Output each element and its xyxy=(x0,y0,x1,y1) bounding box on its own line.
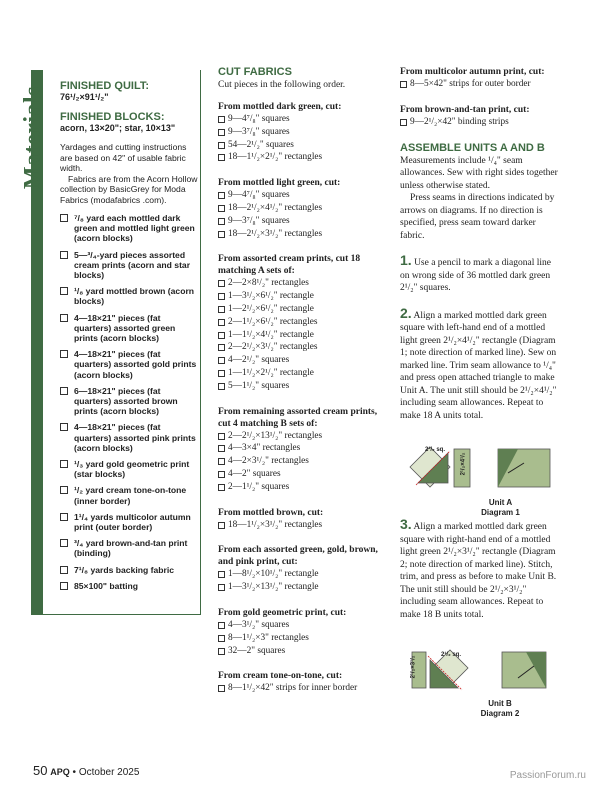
cut-group-title: From assorted cream prints, cut 18 matching A sets of: xyxy=(218,254,361,277)
diagram-1-rect-label: 2¹/₂×4¹/₂ xyxy=(460,452,467,476)
issue-date: • October 2025 xyxy=(72,767,140,778)
materials-item-text: 4—18×21" pieces (fat quarters) assorted pink prints (acorn blocks) xyxy=(74,422,196,453)
cut-group-title: From mottled light green, cut: xyxy=(218,178,341,189)
checkbox-icon xyxy=(60,460,68,468)
checkbox-icon xyxy=(400,119,407,126)
checkbox-icon xyxy=(218,319,225,326)
cut-group-list xyxy=(218,430,383,494)
materials-item xyxy=(60,565,198,575)
materials-item xyxy=(60,213,198,244)
cut-item-text: 2—2×8¹/₂" rectangles xyxy=(228,278,309,289)
yardage-note-text: Yardages and cutting instructions are based on 42" of usable fabric width. xyxy=(60,142,187,173)
materials-list xyxy=(60,213,198,591)
checkbox-icon xyxy=(60,582,68,590)
diagram-1-caption: Diagram 1 xyxy=(481,508,520,517)
cut-item-text: 2—2¹/₂×13¹/₂" rectangles xyxy=(228,430,323,441)
cut-item xyxy=(218,481,383,494)
cut-item-text: 2—1¹/₂" squares xyxy=(228,481,290,492)
checkbox-icon xyxy=(218,293,225,300)
cut-item-text: 9—4⁷/₈" squares xyxy=(228,114,290,124)
checkbox-icon xyxy=(60,539,68,547)
cut-item xyxy=(218,380,383,393)
cut-group-title: From cream tone-on-tone, cut: xyxy=(218,671,343,682)
diagram-2-caption-unit: Unit B xyxy=(488,699,512,708)
assemble-column xyxy=(400,66,560,422)
materials-item-text: ¹/₃ yard gold geometric print (star blocks) xyxy=(74,459,190,480)
checkbox-icon xyxy=(218,154,225,161)
cut-item-text: 1—1¹/₂×2¹/₂" rectangle xyxy=(228,367,314,378)
checkbox-icon xyxy=(218,344,225,351)
cut-fabrics-column xyxy=(218,66,383,708)
cut-item-text: 2—1¹/₂×6¹/₂" rectangles xyxy=(228,316,318,327)
cut-item xyxy=(218,581,383,594)
checkbox-icon xyxy=(218,280,225,287)
diagram-1-sq-label: 2¹/₂ sq. xyxy=(424,447,445,453)
checkbox-icon xyxy=(218,332,225,339)
cut-group-title: From remaining assorted cream prints, cut 4 matching B sets of: xyxy=(218,406,378,429)
cut-group-title: From each assorted green, gold, brown, and pink print, cut: xyxy=(218,545,378,568)
cut-item-text: 8—1¹/₂×3" rectangles xyxy=(228,632,309,643)
yardage-note xyxy=(60,142,198,205)
cut-group-list xyxy=(218,619,383,657)
cut-item xyxy=(218,316,383,329)
cut-group-title: From mottled dark green, cut: xyxy=(218,102,342,112)
materials-item-text: 7¹/₈ yards backing fabric xyxy=(74,564,175,575)
cut-item xyxy=(218,126,383,139)
step-3-block xyxy=(400,518,560,621)
fabric-note-text: Fabrics are from the Acorn Hollow collection by BasicGrey for Moda Fabrics (modafabrics .com). xyxy=(60,173,198,205)
checkbox-icon xyxy=(218,484,225,491)
checkbox-icon xyxy=(218,357,225,364)
checkbox-icon xyxy=(218,635,225,642)
checkbox-icon xyxy=(218,142,225,149)
checkbox-icon xyxy=(60,423,68,431)
cut-group-list xyxy=(218,568,383,594)
cut-item-text: 9—4⁷/₈" squares xyxy=(228,190,290,201)
checkbox-icon xyxy=(218,471,225,478)
cut-item-text: 18—2¹/₂×4¹/₂" rectangles xyxy=(228,202,323,213)
cut-item-text: 1—3¹/₂×6¹/₂" rectangle xyxy=(228,291,314,302)
cut-group-list xyxy=(400,78,560,91)
checkbox-icon xyxy=(218,458,225,465)
col3-cut-groups xyxy=(400,66,560,129)
cut-item xyxy=(218,442,383,455)
finished-blocks-label: FINISHED BLOCKS: xyxy=(60,111,165,123)
cut-group-list xyxy=(218,113,383,164)
assemble-heading: ASSEMBLE UNITS A AND B xyxy=(400,141,545,154)
checkbox-icon xyxy=(218,522,225,529)
materials-item-text: 6—18×21" pieces (fat quarters) assorted brown prints (acorn blocks) xyxy=(74,385,178,417)
checkbox-icon xyxy=(218,648,225,655)
materials-item xyxy=(60,349,198,380)
checkbox-icon xyxy=(60,566,68,574)
cut-item-text: 1—1¹/₂×4¹/₂" rectangle xyxy=(228,329,314,340)
materials-content xyxy=(60,80,198,597)
cut-item xyxy=(218,277,383,290)
cut-item xyxy=(218,341,383,354)
cut-item-text: 4—2¹/₂" squares xyxy=(228,355,290,366)
cut-item xyxy=(218,228,383,241)
cut-group-list xyxy=(218,682,383,695)
cut-group-list xyxy=(400,116,560,129)
materials-title: Materials xyxy=(20,85,47,190)
cut-item xyxy=(218,519,383,532)
cut-item-text: 2—2¹/₂×3¹/₂" rectangles xyxy=(228,342,318,353)
cut-item-text: 5—1¹/₂" squares xyxy=(228,380,290,391)
materials-item-text: 85×100" batting xyxy=(74,580,139,591)
step-1 xyxy=(400,254,560,295)
cut-fabrics-heading: CUT FABRICS xyxy=(218,66,292,78)
materials-item-text: ¹/₂ yard cream tone-on-tone (inner border) xyxy=(74,485,187,506)
page-footer xyxy=(33,763,139,778)
materials-item xyxy=(60,538,198,558)
materials-item xyxy=(60,250,198,281)
step-2-text: Align a marked mottled dark green square with left-hand end of a mottled light green 2¹/₂×4¹/₂" rectangle (Diagram 1; note direction of marked line). Sew on marked line. Trim seam allowance to ¹/₄" and press open attached triangle to make Unit A. The unit still should be 2¹/₂×4¹/₂" including seam allowances. Repeat to make 18 A units total. xyxy=(400,310,557,421)
cut-item xyxy=(218,632,383,645)
diagram-2 xyxy=(410,648,550,719)
cut-item-text: 4—3¹/₂" squares xyxy=(228,619,290,630)
checkbox-icon xyxy=(218,231,225,238)
materials-item-text: 4—18×21" pieces (fat quarters) assorted gold prints (acorn blocks) xyxy=(74,349,197,380)
materials-item xyxy=(60,485,198,505)
checkbox-icon xyxy=(218,192,225,199)
cut-item-text: 9—3⁷/₈" squares xyxy=(228,126,290,137)
materials-item xyxy=(60,459,198,479)
cut-item xyxy=(218,151,383,164)
step-1-number: 1. xyxy=(400,252,412,269)
assemble-p1: Measurements include ¹/₄" seam allowances. Sew with right sides together unless otherwise stated. xyxy=(400,155,558,191)
cut-item xyxy=(218,202,383,215)
cut-item xyxy=(218,303,383,316)
cut-group-title: From multicolor autumn print, cut: xyxy=(400,67,545,77)
materials-item xyxy=(60,313,198,344)
cut-item-text: 9—2¹/₂×42" binding strips xyxy=(410,116,509,127)
cut-group-title: From gold geometric print, cut: xyxy=(218,607,347,618)
finished-quilt-label: FINISHED QUILT: xyxy=(60,80,150,92)
diagram-1-caption-unit: Unit A xyxy=(488,498,513,507)
assemble-p2: Press seams in directions indicated by arrows on diagrams. If no direction is specified, press seam toward darker fabric. xyxy=(400,193,555,241)
checkbox-icon xyxy=(60,513,68,521)
diagram-2-rect-label: 2¹/₂×3¹/₂ xyxy=(410,655,417,679)
checkbox-icon xyxy=(218,306,225,313)
cut-group-list xyxy=(218,277,383,392)
checkbox-icon xyxy=(218,445,225,452)
cut-item-text: 1—2¹/₂×6¹/₂" rectangle xyxy=(228,303,314,314)
cut-item xyxy=(218,354,383,367)
checkbox-icon xyxy=(218,584,225,591)
step-3 xyxy=(400,518,560,621)
cut-fabrics-intro: Cut pieces in the following order. xyxy=(218,80,346,90)
materials-item-text: ³/₄ yard brown-and-tan print (binding) xyxy=(74,538,188,559)
cut-group-list xyxy=(218,189,383,240)
checkbox-icon xyxy=(60,350,68,358)
materials-item-text: ⁷/₈ yard each mottled dark green and mottled light green (acorn blocks) xyxy=(74,213,195,244)
cut-item xyxy=(218,468,383,481)
checkbox-icon xyxy=(60,387,68,395)
step-1-text: Use a pencil to mark a diagonal line on wrong side of 36 mottled dark green 2¹/₂" squares. xyxy=(400,258,551,294)
magazine-name: APQ xyxy=(50,767,70,777)
cut-group-title: From mottled brown, cut: xyxy=(218,507,324,518)
cut-item-text: 8—5×42" strips for outer border xyxy=(410,79,531,89)
diagram-2-caption: Diagram 2 xyxy=(480,709,520,718)
materials-item xyxy=(60,512,198,532)
cut-item-text: 4—2×3¹/₂" rectangles xyxy=(228,456,309,467)
cut-group-title: From brown-and-tan print, cut: xyxy=(400,104,530,115)
cut-item-text: 18—1¹/₂×3¹/₂" rectangles xyxy=(228,519,323,530)
materials-item xyxy=(60,422,198,453)
cut-item-text: 4—2" squares xyxy=(228,468,281,479)
cut-item-text: 18—2¹/₂×3¹/₂" rectangles xyxy=(228,228,323,239)
materials-item xyxy=(60,386,198,417)
checkbox-icon xyxy=(60,214,68,222)
cut-item-text: 1—3¹/₂×13¹/₂" rectangle xyxy=(228,582,319,593)
cut-item xyxy=(400,116,560,129)
cut-item xyxy=(218,189,383,202)
cut-item xyxy=(218,568,383,581)
checkbox-icon xyxy=(218,685,225,692)
step-3-number: 3. xyxy=(400,516,412,532)
cut-item xyxy=(218,139,383,152)
cut-item-text: 4—3×4" rectangles xyxy=(228,443,301,454)
cut-item-text: 32—2" squares xyxy=(228,645,286,656)
checkbox-icon xyxy=(218,205,225,212)
materials-title-block xyxy=(20,60,52,220)
cut-item-text: 1—8¹/₂×10¹/₂" rectangle xyxy=(228,569,319,580)
checkbox-icon xyxy=(218,622,225,629)
finished-blocks-value: acorn, 13×20"; star, 10×13" xyxy=(60,123,176,133)
diagram-2-sq-label: 2¹/₂ sq. xyxy=(440,652,461,658)
step-2-number: 2. xyxy=(400,304,412,321)
cut-item xyxy=(400,78,560,91)
cut-item xyxy=(218,329,383,342)
checkbox-icon xyxy=(60,287,68,295)
cut-item-text: 54—2¹/₂" squares xyxy=(228,139,294,150)
cut-item xyxy=(218,215,383,228)
watermark: PassionForum.ru xyxy=(509,770,586,781)
checkbox-icon xyxy=(400,81,407,88)
cut-item-text: 8—1¹/₂×42" strips for inner border xyxy=(228,683,358,694)
checkbox-icon xyxy=(218,383,225,390)
materials-item xyxy=(60,286,198,306)
materials-item-text: 1¹/₄ yards multicolor autumn print (outer border) xyxy=(74,511,191,533)
checkbox-icon xyxy=(218,433,225,440)
cut-item xyxy=(218,455,383,468)
checkbox-icon xyxy=(218,116,225,123)
step-3-text: Align a marked mottled dark green square with right-hand end of a mottled light green 2¹/₂×3¹/₂" rectangle (Diagram 2; note direction of marked line). Stitch, trim, and press as before to make Unit B. The unit still should be 2¹/₂×3¹/₂" including seam allowances. Repeat to make 18 B units total. xyxy=(400,522,557,620)
cut-item xyxy=(218,367,383,380)
checkbox-icon xyxy=(60,314,68,322)
checkbox-icon xyxy=(60,486,68,494)
checkbox-icon xyxy=(218,129,225,136)
cut-item xyxy=(218,619,383,632)
checkbox-icon xyxy=(218,218,225,225)
cut-item xyxy=(218,645,383,658)
cut-item xyxy=(218,430,383,443)
cut-groups xyxy=(218,101,383,695)
cut-item xyxy=(218,290,383,303)
materials-item xyxy=(60,581,198,591)
cut-group-list xyxy=(218,519,383,532)
cut-item-text: 18—1¹/₂×2¹/₂" rectangles xyxy=(228,152,323,163)
diagram-2-illustration xyxy=(410,648,550,692)
checkbox-icon xyxy=(60,251,68,259)
checkbox-icon xyxy=(218,571,225,578)
materials-item-text: ¹/₈ yard mottled brown (acorn blocks) xyxy=(74,286,195,307)
materials-item-text: 5—³/₄-yard pieces assorted cream prints (acorn and star blocks) xyxy=(74,249,191,281)
diagram-1 xyxy=(408,445,553,518)
cut-item-text: 9—3⁷/₈" squares xyxy=(228,215,290,226)
step-2 xyxy=(400,304,560,423)
checkbox-icon xyxy=(218,370,225,377)
materials-item-text: 4—18×21" pieces (fat quarters) assorted green prints (acorn blocks) xyxy=(74,312,176,344)
finished-quilt-value: 76¹/₂×91¹/₂" xyxy=(60,92,109,102)
page-number: 50 xyxy=(33,763,48,778)
cut-item xyxy=(218,682,383,695)
cut-item xyxy=(218,113,383,126)
